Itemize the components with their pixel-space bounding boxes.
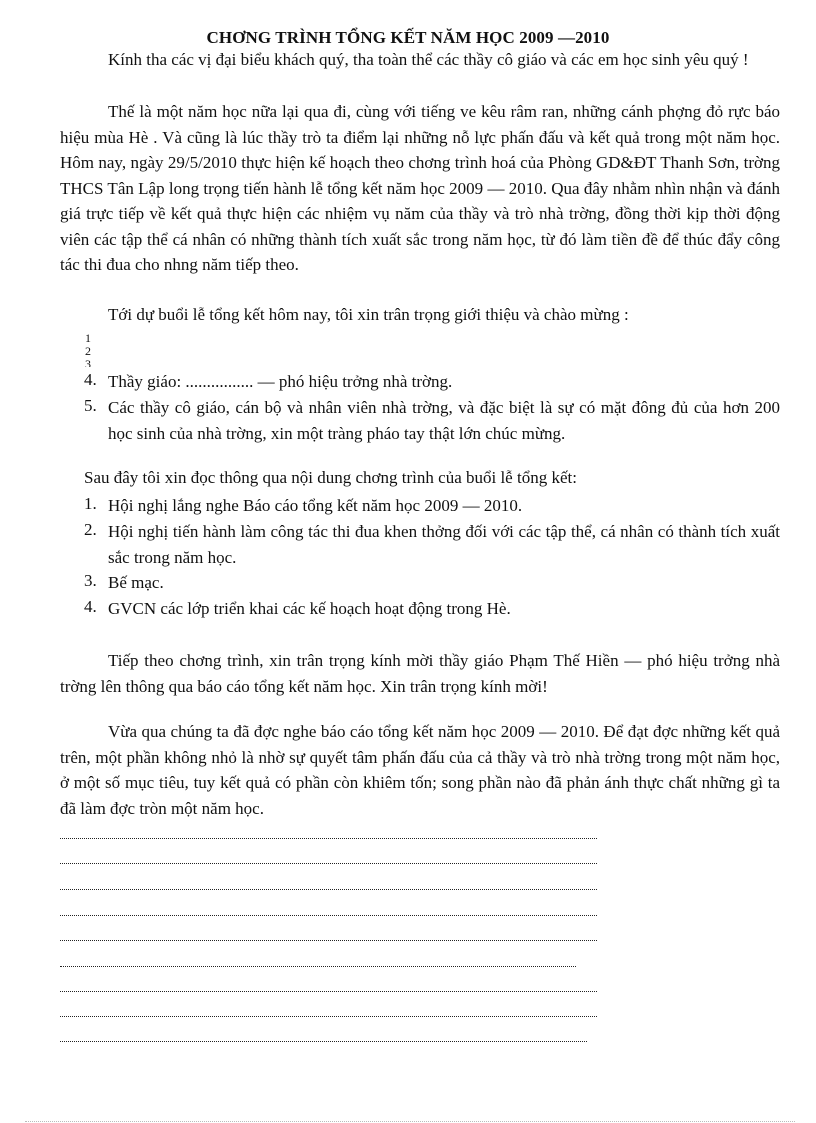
- program-intro: Sau đây tôi xin đọc thông qua nội dung chơng trình của buổi lễ tổng kết:: [84, 468, 577, 487]
- program-item-number: 3.: [84, 571, 97, 590]
- collapsed-list-number: 2: [85, 344, 91, 358]
- program-item-text: Bế mạc.: [108, 573, 164, 592]
- program-item-number: 1.: [84, 494, 97, 513]
- intro-paragraph: Thế là một năm học nữa lại qua đi, cùng với tiếng ve kêu râm ran, những cánh phợng đỏ rực báo hiệu mùa Hè . Và cũng là lúc thầy trò ta điểm lại những nỗ lực phấn đấu và kết quả trong một năm học. Hôm nay, ngày 29/5/2010 thực hiện kế hoạch theo chơng trình hoá của Phòng GD&ĐT Thanh Sơn, trờng THCS Tân Lập long trọng tiến hành lễ tổng kết năm học 2009 — 2010. Qua đây nhằm nhìn nhận và đánh giá trực tiếp về kết quả thực hiện các nhiệm vụ năm của thầy và trò nhà trờng, đồng thời kịp thời động viên các tập thể cá nhân có những thành tích xuất sắc trong năm học, từ đó làm tiền đề để thúc đẩy công tác thi đua cho nhng năm tiếp theo.: [60, 102, 780, 274]
- page-bottom-border: [25, 1121, 795, 1122]
- next-paragraph: Tiếp theo chơng trình, xin trân trọng kính mời thầy giáo Phạm Thế Hiền — phó hiệu trởng nhà trờng lên thông qua báo cáo tổng kết năm học. Xin trân trọng kính mời!: [60, 651, 780, 696]
- guest-item-text: Thầy giáo: ................ — phó hiệu trởng nhà trờng.: [108, 372, 453, 391]
- guest-item-text: Các thầy cô giáo, cán bộ và nhân viên nhà trờng, và đặc biệt là sự có mặt đông đủ của hơn 200 học sinh của nhà trờng, xin một tràng pháo tay thật lớn chúc mừng.: [108, 398, 780, 443]
- collapsed-list-number: 1: [85, 331, 91, 345]
- program-item-number: 4.: [84, 597, 97, 616]
- blank-dotted-line: [60, 1041, 587, 1042]
- guest-item-number: 4.: [84, 370, 97, 389]
- program-item-text: Hội nghị lắng nghe Báo cáo tổng kết năm học 2009 — 2010.: [108, 496, 523, 515]
- blank-dotted-line: [60, 1016, 597, 1017]
- blank-dotted-line: [60, 863, 597, 864]
- introduction-line: Tới dự buổi lễ tổng kết hôm nay, tôi xin trân trọng giới thiệu và chào mừng :: [108, 305, 629, 324]
- greeting-paragraph: Kính tha các vị đại biểu khách quý, tha toàn thể các thầy cô giáo và các em học sinh yêu quý !: [108, 50, 749, 69]
- blank-dotted-line: [60, 838, 597, 839]
- closing-paragraph: Vừa qua chúng ta đã đợc nghe báo cáo tổng kết năm học 2009 — 2010. Để đạt đợc những kết quả trên, một phần không nhỏ là nhờ sự quyết tâm phấn đấu của cả thầy và trò nhà trờng trong một năm học, ở một số mục tiêu, tuy kết quả có phần còn khiêm tốn; song phần nào đã phản ánh thực chất những gì ta đã làm đợc tròn một năm học.: [60, 722, 780, 818]
- program-item-text: Hội nghị tiến hành làm công tác thi đua khen thởng đối với các tập thể, cá nhân có thành tích xuất sắc trong năm học.: [108, 522, 780, 567]
- blank-dotted-line: [60, 991, 597, 992]
- blank-dotted-line: [60, 889, 597, 890]
- collapsed-list-number: 3: [85, 358, 91, 367]
- program-item-text: GVCN các lớp triển khai các kế hoạch hoạt động trong Hè.: [108, 599, 511, 618]
- blank-dotted-line: [60, 966, 576, 967]
- guest-item-number: 5.: [84, 396, 97, 415]
- blank-dotted-line: [60, 915, 597, 916]
- page-title: CHƠNG TRÌNH TỔNG KẾT NĂM HỌC 2009 —2010: [206, 28, 610, 47]
- program-item-number: 2.: [84, 520, 97, 539]
- blank-dotted-line: [60, 940, 597, 941]
